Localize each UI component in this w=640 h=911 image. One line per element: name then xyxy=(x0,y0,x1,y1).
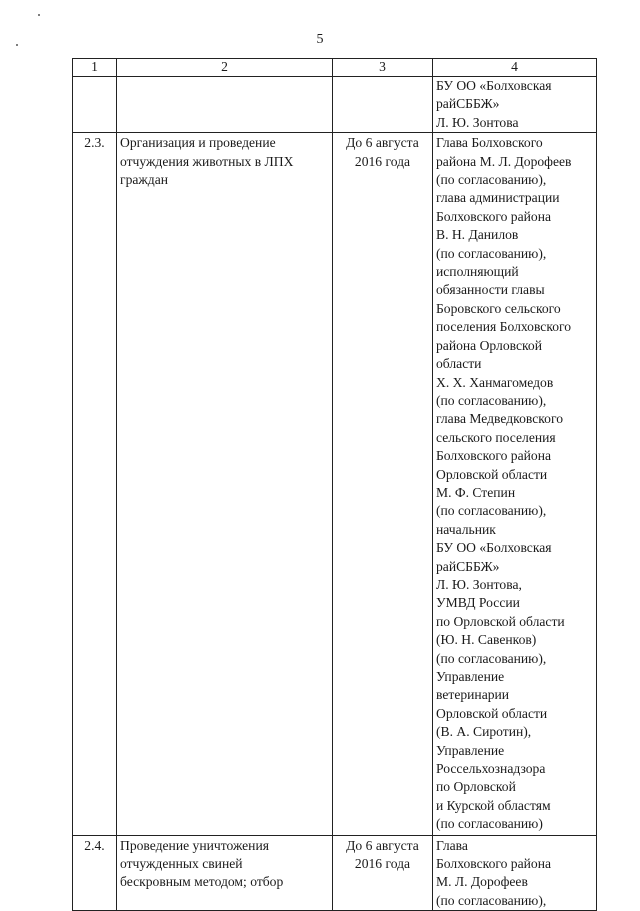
row-number: 2.4. xyxy=(84,837,105,853)
responsible-line: М. Л. Дорофеев xyxy=(436,874,528,890)
responsible-line: области xyxy=(436,356,482,372)
row-description-cell xyxy=(117,835,333,911)
responsible-line: Управление xyxy=(436,742,505,758)
responsible-line: Управление xyxy=(436,669,505,684)
responsible-line: обязанности главы xyxy=(436,282,545,298)
description-line: Организация и проведение xyxy=(120,135,276,151)
responsible-line: БУ ОО «Болховская xyxy=(436,78,552,93)
responsible-line: Л. Ю. Зонтова, xyxy=(436,576,522,592)
row-number-cell xyxy=(73,835,117,911)
responsible-line: (по согласованию), xyxy=(436,392,547,408)
responsible-line: исполняющий xyxy=(436,264,519,280)
row-description-cell xyxy=(117,133,333,835)
responsible-line: Болховского района xyxy=(436,448,552,464)
responsible-line: района М. Л. Дорофеев xyxy=(436,153,572,169)
row-number: 2.3. xyxy=(84,135,105,151)
responsible-line: райСББЖ» xyxy=(436,96,500,112)
responsible-line: сельского поселения xyxy=(436,429,556,445)
table-row xyxy=(73,835,597,911)
description-line: отчуждения животных в ЛПХ xyxy=(120,153,294,169)
column-number-1: 1 xyxy=(73,59,117,77)
responsible-line: Глава Болховского xyxy=(436,135,543,151)
table-row xyxy=(73,133,597,835)
responsible-line: Боровского сельского xyxy=(436,300,561,316)
responsible-line: глава Медведковского xyxy=(436,411,563,427)
responsible-line: М. Ф. Степин xyxy=(436,484,516,500)
row-number-cell xyxy=(73,133,117,835)
row-date-cell xyxy=(333,133,433,835)
page-number: 5 xyxy=(316,32,324,47)
column-number-4: 4 xyxy=(433,59,597,77)
plan-table xyxy=(72,58,597,911)
responsible-line: (по согласованию), xyxy=(436,503,547,519)
row-date-cell xyxy=(333,835,433,911)
row-number-cell xyxy=(73,77,117,133)
column-number-2: 2 xyxy=(117,59,333,77)
date-line: До 6 августа xyxy=(346,135,419,151)
responsible-line: (по согласованию) xyxy=(436,816,543,832)
responsible-line: Орловской области xyxy=(436,705,548,721)
responsible-line: Л. Ю. Зонтова xyxy=(436,114,519,130)
responsible-line: БУ ОО «Болховская xyxy=(436,540,552,556)
table-header-row xyxy=(73,59,597,77)
row-responsible-cell xyxy=(433,77,597,133)
responsible-line: Россельхознадзора xyxy=(436,761,546,777)
row-responsible-cell xyxy=(433,133,597,835)
description-line: отчужденных свиней xyxy=(120,856,243,872)
row-responsible-cell xyxy=(433,835,597,911)
responsible-line: (по согласованию), xyxy=(436,650,547,666)
responsible-line: Х. Х. Ханмагомедов xyxy=(436,374,554,390)
date-line: 2016 года xyxy=(354,153,411,169)
responsible-line: Глава xyxy=(436,837,468,853)
responsible-line: (по согласованию), xyxy=(436,892,547,908)
description-line: бескровным методом; отбор xyxy=(120,874,284,890)
responsible-line: и Курской областям xyxy=(436,797,551,813)
responsible-line: поселения Болховского xyxy=(436,319,572,335)
responsible-line: Орловской области xyxy=(436,466,548,482)
responsible-line: по Орловской xyxy=(436,779,516,795)
responsible-line: УМВД России xyxy=(436,595,520,611)
responsible-line: района Орловской xyxy=(436,337,542,353)
responsible-line: начальник xyxy=(436,521,496,537)
description-line: граждан xyxy=(120,172,169,188)
responsible-line: Болховского района xyxy=(436,856,552,872)
column-number-3: 3 xyxy=(333,59,433,77)
responsible-line: В. Н. Данилов xyxy=(436,227,519,243)
date-line: 2016 года xyxy=(354,856,411,872)
row-description-cell xyxy=(117,77,333,133)
responsible-line: глава администрации xyxy=(436,190,560,206)
responsible-line: по Орловской области xyxy=(436,613,565,629)
responsible-line: (по согласованию), xyxy=(436,172,547,188)
responsible-line: ветеринарии xyxy=(436,687,510,703)
responsible-line: (Ю. Н. Савенков) xyxy=(436,632,537,648)
responsible-line: (по согласованию), xyxy=(436,245,547,261)
responsible-line: райСББЖ» xyxy=(436,558,500,574)
row-date-cell xyxy=(333,77,433,133)
scan-speck xyxy=(38,14,40,16)
description-line: Проведение уничтожения xyxy=(120,837,269,853)
responsible-line: (В. А. Сиротин), xyxy=(436,724,532,740)
responsible-line: Болховского района xyxy=(436,208,552,224)
date-line: До 6 августа xyxy=(346,837,419,853)
table-row xyxy=(73,77,597,133)
